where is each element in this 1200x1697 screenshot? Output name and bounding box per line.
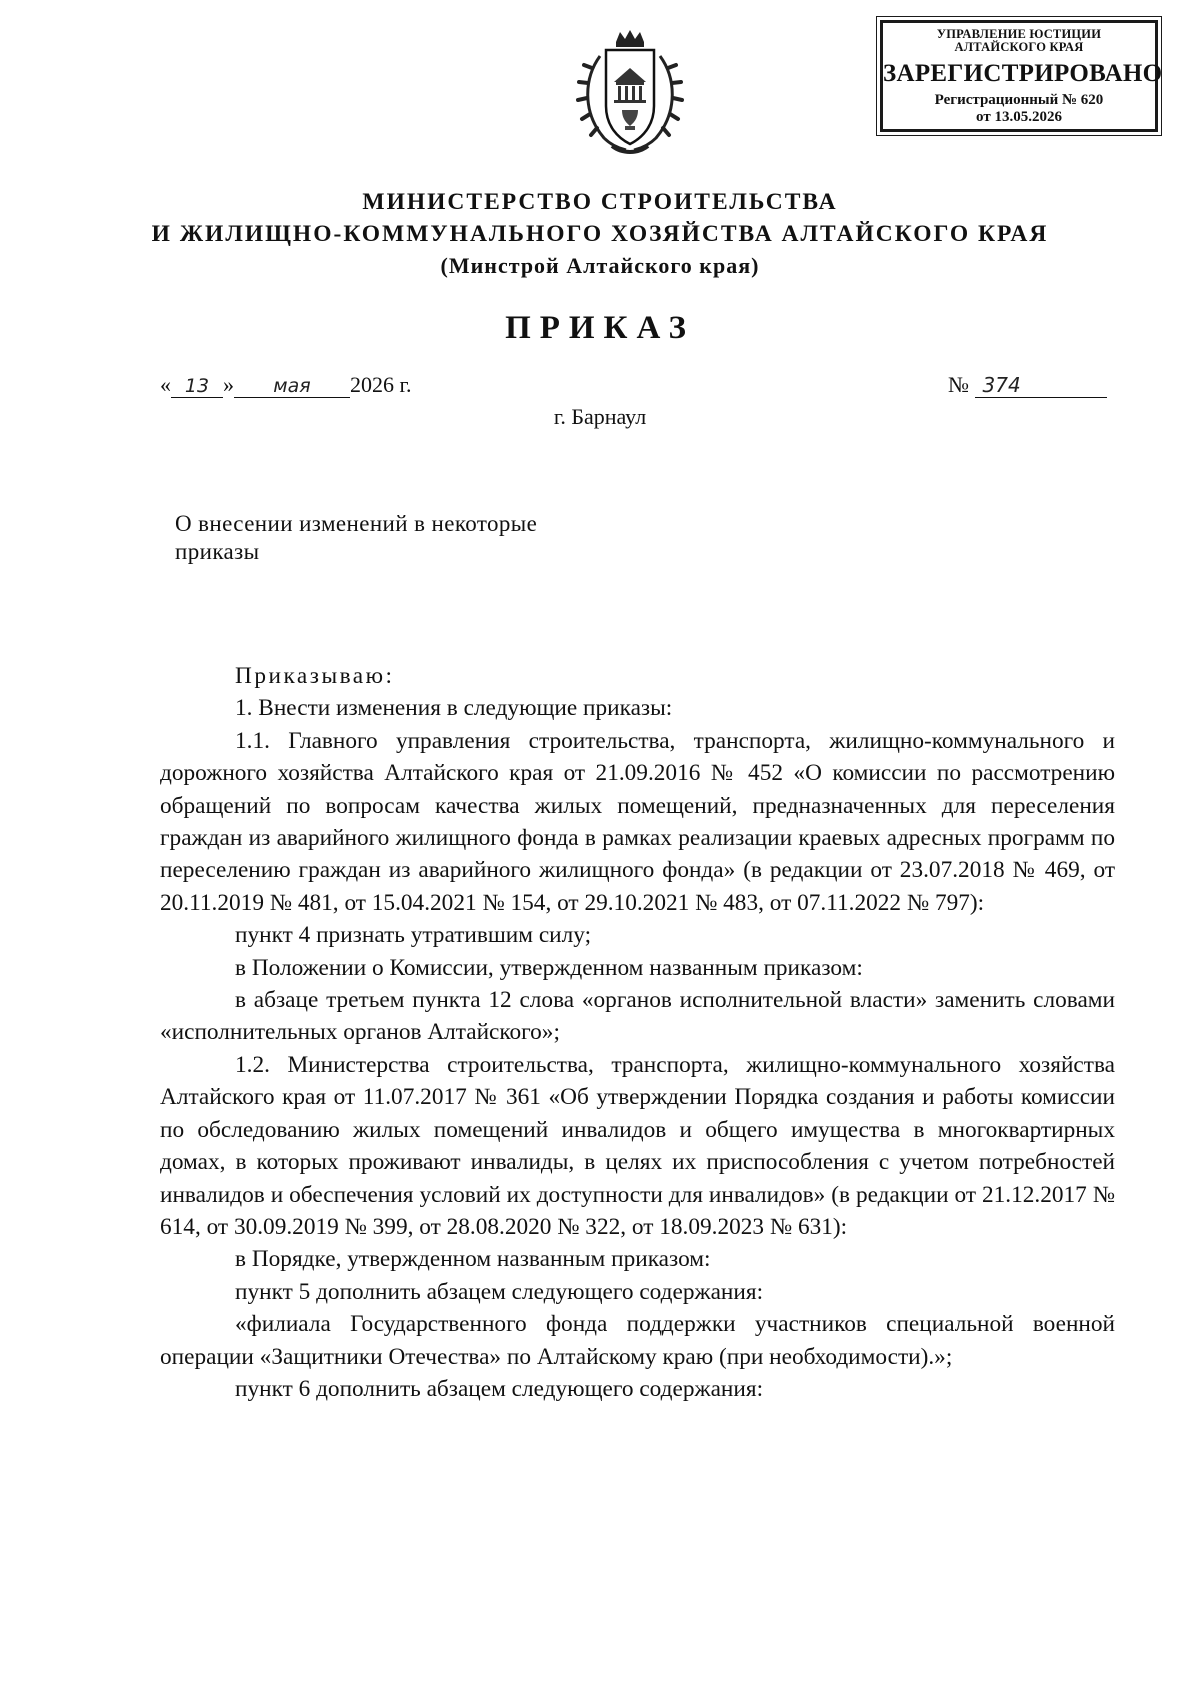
body-paragraph: пункт 4 признать утратившим силу; xyxy=(235,922,592,949)
order-city: г. Барнаул xyxy=(553,404,647,429)
order-subject xyxy=(175,510,645,566)
coat-of-arms-emblem xyxy=(570,28,690,162)
quote-close: » xyxy=(223,372,234,397)
registration-stamp xyxy=(880,20,1163,132)
ministry-name-line1: МИНИСТЕРСТВО СТРОИТЕЛЬСТВА xyxy=(362,189,838,215)
stamp-reg-number: Регистрационный № 620 xyxy=(934,92,1104,108)
stamp-title: ЗАРЕГИСТРИРОВАНО xyxy=(883,60,1163,87)
order-month: мая xyxy=(234,375,350,398)
body-paragraph: 1.1. Главного управления строительства, транспорта, жилищно-коммунального и дорожного хозяйства Алтайского края от 21.09.2016 № 452 «О комиссии по рассмотрению обращений по вопросам качества жилых помещений, предназначенных для переселения граждан из аварийного жилищного фонда в рамках реализации краевых адресных программ по переселению граждан из аварийного жилищного фонда» (в редакции от 23.07.2018 № 469, от 20.11.2019 № 481, от 15.04.2021 № 154, от 29.10.2021 № 483, от 07.11.2022 № 797): xyxy=(160,727,1115,916)
body-paragraph: в абзаце третьем пункта 12 слова «органов исполнительной власти» заменить словами «исполнительных органов Алтайского»; xyxy=(160,987,1115,1046)
quote-open: « xyxy=(160,372,171,397)
order-date xyxy=(160,372,412,398)
body-paragraph: в Порядке, утвержденном названным приказом: xyxy=(235,1246,711,1273)
body-paragraph: Приказываю: xyxy=(235,663,395,689)
stamp-org-line2: АЛТАЙСКОГО КРАЯ xyxy=(954,40,1084,54)
ministry-short-name: (Минстрой Алтайского края) xyxy=(440,253,760,278)
subject-line1: О внесении изменений в некоторые xyxy=(175,511,538,536)
stamp-org-line1: УПРАВЛЕНИЕ ЮСТИЦИИ xyxy=(936,27,1102,41)
body-paragraph: 1.2. Министерства строительства, транспорта, жилищно-коммунального хозяйства Алтайского края от 11.07.2017 № 361 «Об утверждении Порядка создания и работы комиссии по обследованию жилых помещений инвалидов и общего имущества в многоквартирных домах, в которых проживают инвалиды, в целях их приспособления с учетом потребностей инвалидов и обеспечения условий их доступности для инвалидов» (в редакции от 21.12.2017 № 614, от 30.09.2019 № 399, от 28.08.2020 № 322, от 18.09.2023 № 631): xyxy=(160,1051,1115,1240)
body-paragraph: пункт 6 дополнить абзацем следующего содержания: xyxy=(235,1375,764,1402)
number-sign: № xyxy=(948,372,969,397)
order-number-value: 374 xyxy=(975,373,1107,398)
body-paragraph: пункт 5 дополнить абзацем следующего содержания: xyxy=(235,1278,764,1305)
body-paragraph: 1. Внести изменения в следующие приказы: xyxy=(235,695,673,722)
ministry-name-line2: И ЖИЛИЩНО-КОММУНАЛЬНОГО ХОЗЯЙСТВА АЛТАЙСКОГО КРАЯ xyxy=(151,221,1049,247)
body-paragraph: в Положении о Комиссии, утвержденном названным приказом: xyxy=(235,954,863,981)
subject-line2: приказы xyxy=(175,539,260,564)
document-type-title: ПРИКАЗ xyxy=(505,310,695,346)
order-year: 2026 г. xyxy=(350,372,412,397)
body-paragraph: «филиала Государственного фонда поддержки участников специальной военной операции «Защитники Отечества» по Алтайскому краю (при необходимости).»; xyxy=(160,1311,1115,1370)
stamp-reg-date: от 13.05.2026 xyxy=(976,109,1062,125)
order-body xyxy=(160,660,1115,1405)
order-number xyxy=(948,372,1107,398)
order-day: 13 xyxy=(171,375,223,398)
